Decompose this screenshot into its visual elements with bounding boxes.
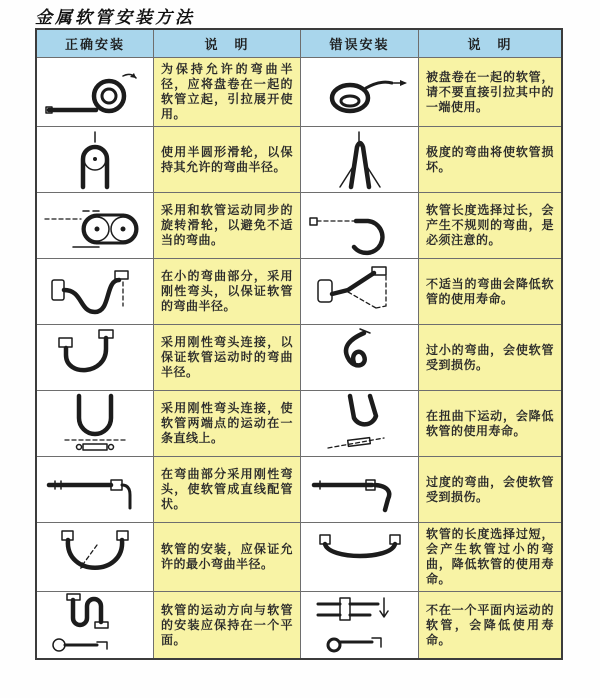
correct-note-cell: 采用和软管运动同步的旋转滑轮，以避免不适当的弯曲。 xyxy=(153,192,300,258)
wrong-note-cell: 过度的弯曲，会使软管受到损伤。 xyxy=(418,456,561,522)
wrong-image-cell xyxy=(300,192,418,258)
twisted-u-loop-drawing xyxy=(304,392,416,456)
rigid-elbow-u-loop-drawing xyxy=(39,327,151,389)
wrong-note-cell: 软管的长度选择过短，会产生软管过小的弯曲，降低软管的使用寿命。 xyxy=(418,522,561,591)
wrong-image-cell xyxy=(300,456,418,522)
header-description-left: 说 明 xyxy=(153,30,300,57)
table-row xyxy=(37,591,561,658)
table-row xyxy=(37,258,561,324)
wrong-image-cell xyxy=(300,57,418,126)
extreme-hairpin-bend-drawing xyxy=(304,129,416,191)
wrong-image-cell xyxy=(300,390,418,456)
header-description-right: 说 明 xyxy=(418,30,561,57)
correct-note-cell: 软管的运动方向与软管的安装应保持在一个平面。 xyxy=(153,591,300,658)
table-row xyxy=(37,126,561,192)
wrong-note-cell: 不在一个平面内运动的软管，会降低使用寿命。 xyxy=(418,591,561,658)
table-row xyxy=(37,57,561,126)
wrong-note-cell: 被盘卷在一起的软管，请不要直接引拉其中的一端使用。 xyxy=(418,57,561,126)
table-row xyxy=(37,390,561,456)
correct-image-cell xyxy=(37,390,153,456)
correct-note-cell: 使用半圆形滑轮，以保持其允许的弯曲半径。 xyxy=(153,126,300,192)
correct-image-cell xyxy=(37,258,153,324)
header-correct-install: 正确安装 xyxy=(37,30,153,57)
table-row xyxy=(37,522,561,591)
installation-guide-table xyxy=(35,28,563,660)
page-title: 金属软管安装方法 xyxy=(35,8,195,28)
correct-image-cell xyxy=(37,591,153,658)
table-header-row xyxy=(37,30,561,57)
wrong-note-cell: 过小的弯曲，会使软管受到损伤。 xyxy=(418,324,561,390)
header-wrong-install: 错误安装 xyxy=(300,30,418,57)
synchronized-rotating-pulleys-drawing xyxy=(39,195,151,257)
wrong-image-cell xyxy=(300,126,418,192)
single-plane-routing-drawing xyxy=(39,592,151,658)
table-row xyxy=(37,324,561,390)
wrong-note-cell: 不适当的弯曲会降低软管的使用寿命。 xyxy=(418,258,561,324)
ample-minimum-radius-u-sag-drawing xyxy=(39,525,151,589)
correct-note-cell: 为保持允许的弯曲半径，应将盘卷在一起的软管立起，引拉展开使用。 xyxy=(153,57,300,126)
wrong-image-cell xyxy=(300,324,418,390)
overbent-elbow-run-drawing xyxy=(304,459,416,521)
correct-note-cell: 采用刚性弯头连接，以保证软管运动时的弯曲半径。 xyxy=(153,324,300,390)
correct-image-cell xyxy=(37,126,153,192)
small-bend-rigid-elbow-s-curve-drawing xyxy=(39,260,151,324)
wrong-note-cell: 极度的弯曲将使软管损坏。 xyxy=(418,126,561,192)
table-row xyxy=(37,456,561,522)
flat-coil-end-pulled-drawing xyxy=(304,62,416,122)
aligned-u-loop-straight-motion-drawing xyxy=(39,392,151,456)
improper-sharp-diagonal-bend-drawing xyxy=(304,260,416,324)
table-row xyxy=(37,192,561,258)
wrong-image-cell xyxy=(300,522,418,591)
wrong-image-cell xyxy=(300,591,418,658)
correct-note-cell: 采用刚性弯头连接，使软管两端点的运动在一条直线上。 xyxy=(153,390,300,456)
too-small-tight-loop-drawing xyxy=(304,327,416,389)
too-short-taut-hose-drawing xyxy=(304,525,416,589)
correct-image-cell xyxy=(37,324,153,390)
correct-image-cell xyxy=(37,456,153,522)
correct-image-cell xyxy=(37,57,153,126)
correct-note-cell: 在小的弯曲部分，采用刚性弯头，以保证软管的弯曲半径。 xyxy=(153,258,300,324)
correct-note-cell: 软管的安装，应保证允许的最小弯曲半径。 xyxy=(153,522,300,591)
correct-image-cell xyxy=(37,192,153,258)
wrong-note-cell: 软管长度选择过长，会产生不规则的弯曲，是必须注意的。 xyxy=(418,192,561,258)
hose-over-semicircular-pulley-drawing xyxy=(39,129,151,191)
overlong-irregular-loop-drawing xyxy=(304,195,416,257)
correct-note-cell: 在弯曲部分采用刚性弯头，使软管成直线配管状。 xyxy=(153,456,300,522)
correct-image-cell xyxy=(37,522,153,591)
upright-coil-unrolled-drawing xyxy=(39,62,151,122)
straight-run-rigid-elbow-drawing xyxy=(39,459,151,521)
wrong-image-cell xyxy=(300,258,418,324)
multi-plane-routing-drawing xyxy=(304,592,416,658)
wrong-note-cell: 在扭曲下运动，会降低软管的使用寿命。 xyxy=(418,390,561,456)
